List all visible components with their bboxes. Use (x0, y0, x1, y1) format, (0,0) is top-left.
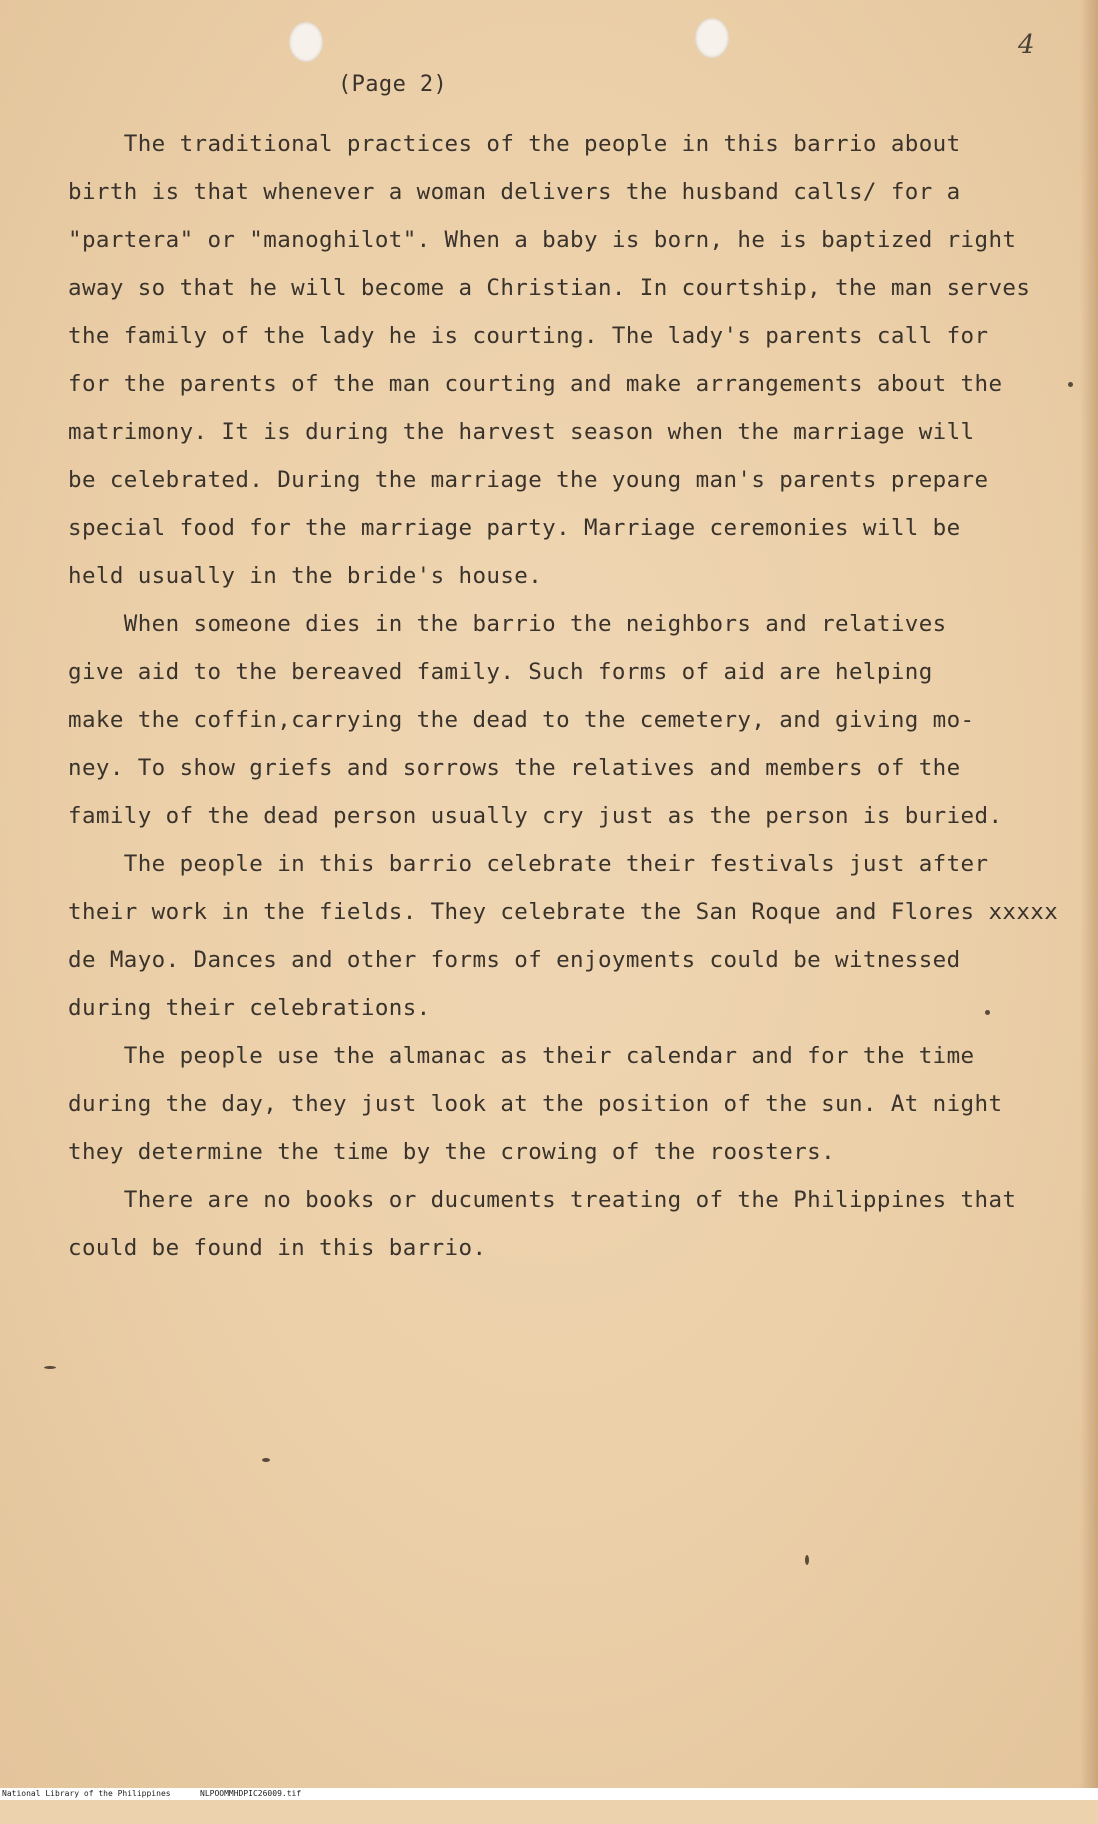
text-line: birth is that whenever a woman delivers the husband calls/ for a (68, 179, 961, 205)
text-line: The traditional practices of the people in this barrio about (68, 131, 961, 157)
paper-speck (805, 1555, 809, 1565)
text-line: make the coffin,carrying the dead to the cemetery, and giving mo- (68, 707, 975, 733)
paper-edge-shadow (1080, 0, 1098, 1788)
text-line: the family of the lady he is courting. The lady's parents call for (68, 323, 989, 349)
text-line: could be found in this barrio. (68, 1235, 487, 1261)
paper-speck (262, 1458, 270, 1462)
text-line: The people in this barrio celebrate their festivals just after (68, 851, 989, 877)
footer-file-id: NLPOOMMHDPIC26009.tif (200, 1789, 302, 1798)
paper-speck (1068, 382, 1073, 387)
text-line: during their celebrations. (68, 995, 431, 1021)
text-line: matrimony. It is during the harvest season when the marriage will (68, 419, 975, 445)
typed-body-text (68, 120, 1068, 1272)
footer-library-label: National Library of the Philippines (2, 1789, 171, 1798)
text-line: for the parents of the man courting and make arrangements about the (68, 371, 1003, 397)
text-line: their work in the fields. They celebrate the San Roque and Flores xxxxx (68, 899, 1059, 925)
text-line: give aid to the bereaved family. Such forms of aid are helping (68, 659, 933, 685)
corner-page-mark: 4 (1018, 30, 1035, 60)
paper-speck (44, 1366, 56, 1369)
page-label: (Page 2) (338, 72, 448, 97)
scan-footer (0, 1788, 1098, 1800)
text-line: The people use the almanac as their calendar and for the time (68, 1043, 975, 1069)
text-line: they determine the time by the crowing of the roosters. (68, 1139, 836, 1165)
text-line: There are no books or ducuments treating of the Philippines that (68, 1187, 1017, 1213)
text-line: "partera" or "manoghilot". When a baby is born, he is baptized right (68, 227, 1017, 253)
text-line: family of the dead person usually cry just as the person is buried. (68, 803, 1003, 829)
text-line: When someone dies in the barrio the neighbors and relatives (68, 611, 947, 637)
text-line: held usually in the bride's house. (68, 563, 543, 589)
text-line: during the day, they just look at the position of the sun. At night (68, 1091, 1003, 1117)
text-line: be celebrated. During the marriage the young man's parents prepare (68, 467, 989, 493)
text-line: ney. To show griefs and sorrows the relatives and members of the (68, 755, 961, 781)
punch-hole-left (289, 22, 323, 62)
punch-hole-right (695, 18, 729, 58)
text-line: de Mayo. Dances and other forms of enjoyments could be witnessed (68, 947, 961, 973)
paper-speck (985, 1010, 990, 1015)
text-line: away so that he will become a Christian. In courtship, the man serves (68, 275, 1031, 301)
text-line: special food for the marriage party. Marriage ceremonies will be (68, 515, 961, 541)
